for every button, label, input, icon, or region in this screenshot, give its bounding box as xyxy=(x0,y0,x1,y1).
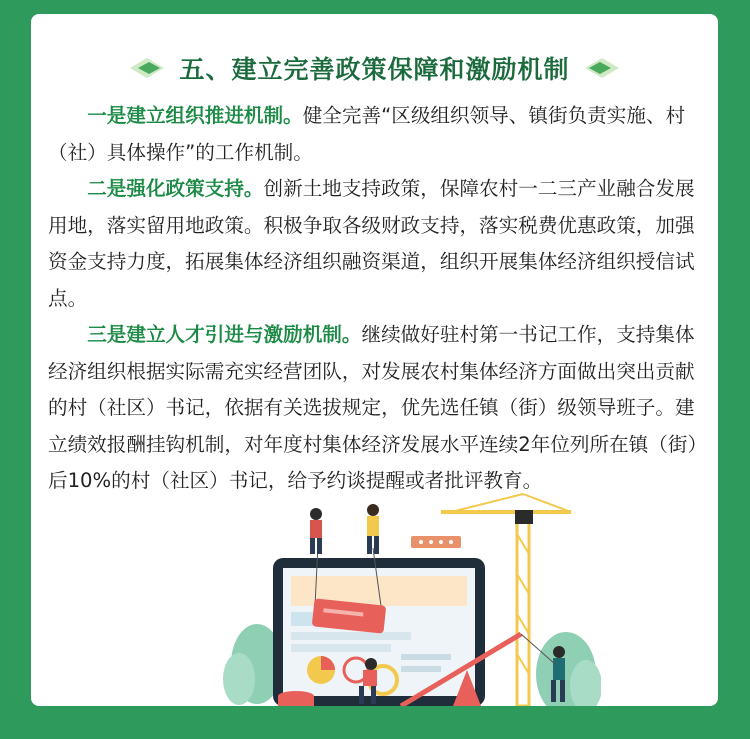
paragraph-talent xyxy=(48,317,704,500)
content-card xyxy=(31,14,718,706)
paragraph-text: 继续做好驻村第一书记工作，支持集体经济组织根据实际需充实经营团队，对发展农村集体经济方面做出突出贡献的村（社区）书记，依据有关选拔规定，优先选任镇（街）级领导班子。建立绩效报酬挂钩机制，对年度村集体经济发展水平连续2年位列所在镇（街）后10%的村（社区）书记，给予约谈提醒或者批评教育。 xyxy=(48,323,698,492)
left-diamond-icon xyxy=(129,57,165,79)
body-text xyxy=(48,98,704,500)
section-title: 五、建立完善政策保障和激励机制 xyxy=(179,55,570,84)
paragraph-text: 创新土地支持政策，保障农村一二三产业融合发展用地，落实留用地政策。积极争取各级财政支持，落实税费优惠政策，加强资金支持力度，拓展集体经济组织融资渠道，组织开展集体经济组织授信试点。 xyxy=(48,177,695,310)
construction-illustration xyxy=(221,474,601,706)
paragraph-organization xyxy=(48,98,704,171)
section-header xyxy=(31,48,718,88)
paragraph-lead: 三是建立人才引进与激励机制。 xyxy=(87,323,362,346)
right-diamond-icon xyxy=(584,57,620,79)
paragraph-lead: 二是强化政策支持。 xyxy=(87,177,264,200)
paragraph-text: 健全完善“区级组织领导、镇街负责实施、村（社）具体操作”的工作机制。 xyxy=(48,104,686,164)
paragraph-lead: 一是建立组织推进机制。 xyxy=(87,104,303,127)
paragraph-policy xyxy=(48,171,704,317)
